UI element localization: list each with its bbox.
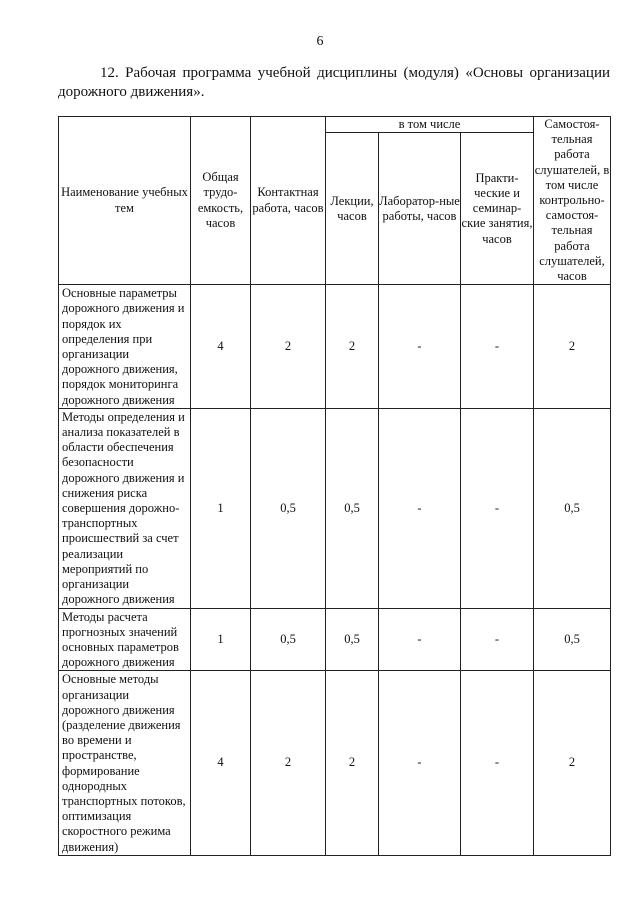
total-cell: 4 [191,671,251,855]
practice-cell: - [461,285,534,409]
practice-cell: - [461,408,534,608]
self-cell: 2 [534,285,611,409]
header-contact: Контактная работа, часов [251,117,326,285]
curriculum-table [58,116,611,856]
total-cell: 4 [191,285,251,409]
lectures-cell: 0,5 [326,608,379,671]
self-cell: 2 [534,671,611,855]
practice-cell: - [461,671,534,855]
total-cell: 1 [191,608,251,671]
total-cell: 1 [191,408,251,608]
header-practice: Практи-ческие и семинар-ские занятия, часов [461,133,534,285]
table-row [59,408,611,608]
header-labs: Лаборатор-ные работы, часов [379,133,461,285]
lectures-cell: 2 [326,285,379,409]
table-row [59,671,611,855]
topic-cell: Методы расчета прогнозных значений основных параметров дорожного движения [59,608,191,671]
header-lectures: Лекции, часов [326,133,379,285]
table-row [59,285,611,409]
header-total: Общая трудо-емкость, часов [191,117,251,285]
self-cell: 0,5 [534,608,611,671]
labs-cell: - [379,408,461,608]
contact-cell: 0,5 [251,608,326,671]
self-cell: 0,5 [534,408,611,608]
topic-cell: Основные параметры дорожного движения и порядок их определения при организации дорожного движения, порядок мониторинга дорожного движения [59,285,191,409]
header-group: в том числе [326,117,534,133]
section-heading: 12. Рабочая программа учебной дисциплины (модуля) «Основы организации дорожного движения». [58,65,610,100]
table-row [59,608,611,671]
page-number: 6 [316,34,324,49]
header-self: Самостоя-тельная работа слушателей, в том числе контрольно-самостоя-тельная работа слушателей, часов [534,117,610,284]
lectures-cell: 0,5 [326,408,379,608]
header-topic: Наименование учебных тем [59,117,191,285]
topic-cell: Методы определения и анализа показателей в области обеспечения безопасности дорожного движения и снижения риска совершения дорожно-транспортных происшествий за счет реализации мероприятий по организации дорожного движения [59,408,191,608]
lectures-cell: 2 [326,671,379,855]
labs-cell: - [379,285,461,409]
contact-cell: 0,5 [251,408,326,608]
labs-cell: - [379,671,461,855]
practice-cell: - [461,608,534,671]
topic-cell: Основные методы организации дорожного движения (разделение движения во времени и пространстве, формирование однородных транспортных потоков, оптимизация скоростного режима движения) [59,671,191,855]
contact-cell: 2 [251,285,326,409]
contact-cell: 2 [251,671,326,855]
labs-cell: - [379,608,461,671]
